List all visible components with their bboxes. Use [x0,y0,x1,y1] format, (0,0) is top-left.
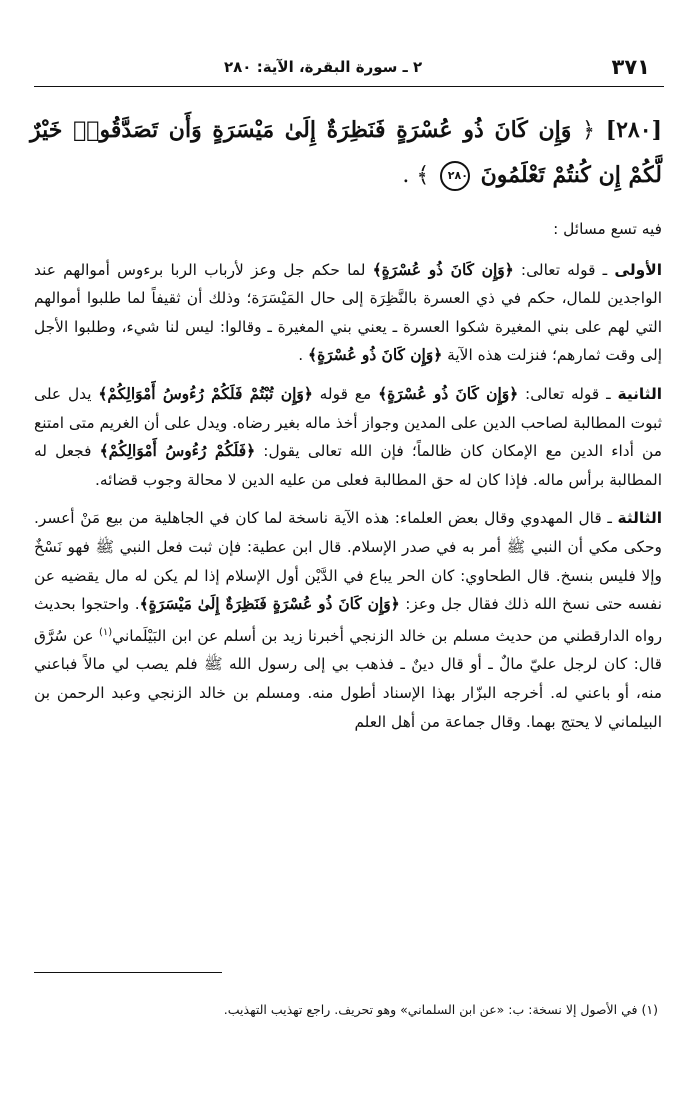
issue-text: ـ قال المهدوي وقال بعض العلماء: هذه الآية ناسخة لما كان في الجاهلية من بيع مَنْ أعسر. وحكى مكي أن النبي ﷺ أمر به في صدر الإسلام. قال ابن عطية: فإن ثبت فعل النبي ﷺ فهو نَسْخٌ وإلا فليس بنسخ. قال الطحاوي: كان الحر يباع في الدَّيْن أول الإسلام إذا لم يكن له مال يقضيه عن نفسه حتى نسخ الله ذلك فقال جل وعز: [34,509,662,614]
quran-quote: ﴿فَلَكُمْ رُءُوسُ أَمْوَالِكُمْ﴾ [99,442,256,461]
page-header [34,52,650,82]
issue-second [34,380,662,494]
issue-label: الثانية [617,384,662,403]
issue-text: عن سُرَّق قال: كان لرجل عليّ مالٌ ـ أو قال دينٌ ـ فذهب بي إلى رسول الله ﷺ فلم يصب لي مالاً فباعني منه، أو باعني له. أخرجه البزّار بهذا الإسناد أطول منه. ومسلم بن خالد الزنجي وعبد الرحمن بن البيلماني لا يحتج بهما. وقال جماعة من أهل العلم [34,626,662,731]
verse-close-bracket: ﴾ . [402,163,430,188]
issue-end: فجعل له المطالبة برأس ماله. فإذا كان له حق المطالبة فعلى من عليه الدين لا محالة وجوب قضائه. [34,442,662,489]
footnote-text: في الأصول إلا نسخة: ب: «عن ابن السلماني» وهو تحريف. راجع تهذيب التهذيب. [223,1002,642,1017]
issue-dash: ـ قوله تعالى: [513,260,615,279]
intro-line: فيه تسع مسائل : [553,220,662,238]
commentary-body [34,215,662,746]
footnote-rule [34,972,222,973]
footnote-marker: (١) [98,626,113,638]
verse-number-label: [٢٨٠] [605,117,662,143]
quran-quote: ﴿وَإِن كَانَ ذُو عُسْرَةٍ فَنَظِرَةٌ إِلَىٰ مَيْسَرَةٍ﴾ [139,595,400,614]
quran-quote: ﴿وَإِن كَانَ ذُو عُسْرَةٍ﴾ [378,384,519,403]
footnote-number: (١) [641,1002,658,1017]
quran-quote: ﴿وَإِن كَانَ ذُو عُسْرَةٍ﴾ [308,346,443,365]
verse-text: وَإِن كَانَ ذُو عُسْرَةٍ فَنَظِرَةٌ إِلَىٰ مَيْسَرَةٍ وَأَن تَصَدَّقُوا۟ خَيْرٌ لَّكُمْ إِن كُنتُمْ تَعْلَمُونَ [30,117,662,188]
issue-mid: مع قوله [312,384,379,403]
issue-text: . واحتجوا بحديث رواه الدارقطني من حديث مسلم بن خالد الزنجي أخبرنا زيد بن أسلم عن ابن البَيْلَماني [34,595,663,645]
issue-dash: ـ قوله تعالى: [518,384,618,403]
issue-label: الأولى [614,260,662,279]
quran-quote: ﴿وَإِن تُبْتُمْ فَلَكُمْ رُءُوسُ أَمْوَالِكُمْ﴾ [98,384,313,403]
footnote [34,1000,658,1020]
issue-third [34,504,662,736]
page-number: ٣٧١ [611,55,650,79]
issue-text: يدل على ثبوت المطالبة لصاحب الدين على المدين وجواز أخذ ماله بغير رضاه. ويدل على أن الغريم متى امتنع من أداء الدين مع الإمكان كان ظالماً؛ فإن الله تعالى يقول: [34,384,662,461]
running-title: ٢ ـ سورة البقرة، الآية: ٢٨٠ [224,58,423,76]
verse-block [30,108,662,198]
issue-text: لما حكم جل وعز لأرباب الربا برءوس أموالهم عند الواجدين للمال، حكم في ذي العسرة بالنَّظِرَة إلى حال المَيْسَرَة؛ وذلك أن ثقيفاً لما طلبوا أموالهم التي لهم على بني المغيرة شكوا العسرة ـ يعني بني المغيرة ـ وقالوا: ليس لنا شيء، وطلبوا الأجل إلى وقت ثمارهم؛ فنزلت هذه الآية [34,260,662,365]
issue-end: . [298,346,309,365]
verse-end-marker-icon: ٢٨٠ [440,161,470,191]
verse-open-bracket: ﴿ [582,118,595,143]
issue-first [34,256,662,370]
issue-label: الثالثة [617,509,662,528]
header-rule [34,86,664,87]
quran-quote: ﴿وَإِن كَانَ ذُو عُسْرَةٍ﴾ [372,260,514,279]
